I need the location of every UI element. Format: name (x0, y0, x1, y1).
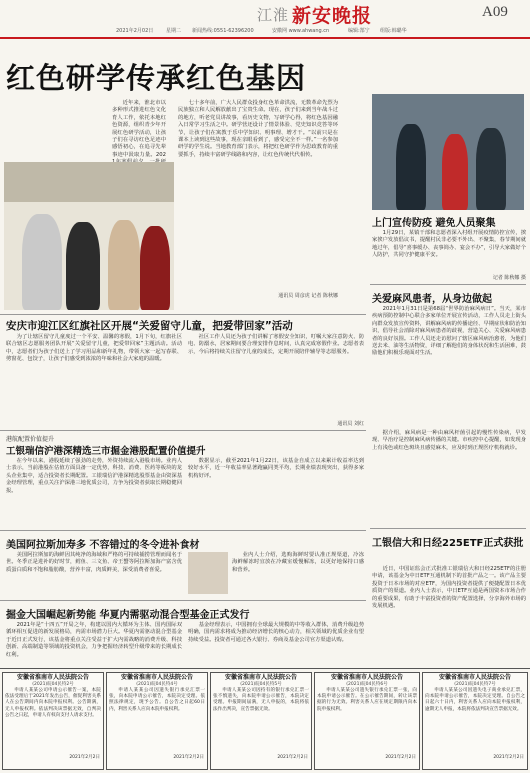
notice-date: 2021年2月2日 (173, 755, 204, 760)
lead-photo-1 (4, 162, 174, 310)
lead-intro: 近年来，淮北市以多种形式推进红色文化育人工作，依托本地红色资源，组织青少年开展红色研学活动，让孩子们在寻访红色足迹中感悟初心，在追寻先辈事迹中汲取力量。202 (112, 100, 166, 158)
kids-byline: 通讯员 刘红 (337, 421, 364, 427)
notice-title: 安徽省淮南市人民法院公告 (438, 674, 511, 681)
notice-date: 2021年2月2日 (385, 755, 416, 760)
fraud-body-2: 据介绍，麻风病是一种由麻风杆菌引起的慢性传染病，早发现、早治疗是控制麻风病传播的关键。市疾控中心提醒，如发现身上有浅色或红色斑块且感觉麻木，应及时到正规医疗机构就诊。 (372, 430, 526, 451)
website: 安徽网 www.ahwang.cn (272, 28, 330, 34)
page-number: A09 (482, 4, 508, 20)
issue-weekday: 星期二 (166, 28, 182, 34)
fund-body-2: 基金经理表示，中国拥有全球最大规模的中等收入群体，消费升级趋势明确，国内需求将成为推动经济增长的核心动力，相关领域的优质企业有望持续受益。投资者可通过各大银行、券商及基金公司官方渠道认购。 (188, 622, 364, 643)
issue-date: 2021年2月02日 (116, 28, 154, 34)
side-top-byline: 记者 陈秋娜 摄 (492, 275, 526, 281)
seafood-body-2: 业内人士介绍，选购海鲜时要认准正规渠道，冷冻海鲜解冻时宜放在冷藏室缓慢解冻，以更好地保持口感和营养。 (232, 552, 364, 573)
court-notice-1 (2, 672, 104, 770)
kids-body-2: 社区工作人员还为孩子们讲解了寒假安全知识，叮嘱大家注意防火、防电、防溺水，居家期间要合理安排作息时间，认真完成寒假作业。志愿者表示，今后将持续关注留守儿童的成长，定期开展陪伴辅导等志愿服务。 (188, 334, 364, 355)
kids-body: 为了让辖区留守儿童度过一个平安、温馨的寒假，1月下旬，红旗社区联合辖区志愿服务团队开展“关爱留守儿童，把爱带回家”主题活动。活动中，志愿者们为孩子们送上了学习用品和新年礼物，带领大家一起写春联、剪窗花、包饺子，让孩子们感受到浓浓的年味和社会大家庭的温暖。 (6, 334, 182, 363)
court-notice-3 (210, 672, 312, 770)
news-hotline: 新闻热线:0551-62396200 (192, 28, 254, 34)
notice-date: 2021年2月2日 (493, 755, 524, 760)
seafood-title: 美国阿拉斯加寿多 不容错过的冬令进补食材 (6, 540, 200, 551)
etf-body: 近日，中国证监会正式批准工银瑞信大和日经225ETF的注册申请，该基金为中日ETF互通机制下的首批产品之一。该产品主要投资于日本市场的对应ETF，为国内投资者提供了便捷配置日本优质资产的渠道。业内人士表示，中日ETF互通是两国资本市场合作的重要成果，有助于丰富投资者的资产配置选择，分享海外市场的发展机遇。 (372, 566, 526, 610)
notice-body: 申请人某某公司因遗失银行承兑汇票一张，向本院申请公示催告，本院决定受理。依照法律规定，现予公告。自公告之日起60日内，利害关系人应向本院申报权利。 (109, 688, 205, 712)
fraud-title: 关爱麻风患者，从身边做起 (372, 294, 492, 305)
side-photo (372, 94, 524, 210)
port-body: 在今年以来，港股延续了强劲的走势，外资持续流入港股市场。业内人士表示，当前港股在估值方面具备一定优势，科技、消费、医药等板块的龙头企业集中，适合投资者长期配置。工银瑞信沪港深精选股票基金由资深基金经理管理，重点关注沪深港三地优质公司，力争为投资者获取长期稳健回报。 (6, 458, 182, 494)
port-body-2: 数据显示，截至2021年1月22日，该基金自成立以来累计收益率达到较好水平，近一年收益率显著跑赢同类平均，长期业绩表现突出，获得多家机构好评。 (188, 458, 364, 479)
notice-case-no: (2021)皖04民特6号 (346, 682, 388, 687)
notice-body: 申请人某某公司申请公示催告一案，本院依法受理后于2021年发出公告，催促利害关系人在公告期间内向本院申报权利。公告期满，无人申报权利。依法判决该票据无效，自判决公告之日起，申请人有权向支付人请求支付。 (5, 688, 101, 718)
notice-case-no: (2021)皖04民特5号 (240, 682, 282, 687)
notice-date: 2021年2月2日 (69, 755, 100, 760)
divider (0, 430, 366, 431)
divider (0, 600, 366, 601)
notice-title: 安徽省淮南市人民法院公告 (224, 674, 297, 681)
notice-case-no: (2021)皖04民特7号 (454, 682, 496, 687)
notice-title: 安徽省淮南市人民法院公告 (16, 674, 89, 681)
notices-rule (0, 668, 530, 669)
port-title: 工银瑞信沪港深精选三市掘金港股配置价值提升 (6, 446, 206, 457)
side-top-body: 1月29日，某镇干部和志愿者深入村组开展疫情防控宣传，挨家挨户发放倡议书，提醒村民非必要不外出、不聚集，春节期间就地过年，倡导“喜事缓办、丧事简办、宴会不办”，引导大家做好个人防护，共同守护健康平安。 (372, 230, 526, 259)
notice-case-no: (2021)皖04民特4号 (136, 682, 178, 687)
divider (370, 528, 526, 529)
masthead-brand-logo: 新安晚报 (292, 5, 373, 27)
divider (0, 530, 366, 531)
notice-title: 安徽省淮南市人民法院公告 (330, 674, 403, 681)
etf-title-line: 工银信大和日经225ETF正式获批 (372, 538, 524, 549)
editor-credit: 编辑:郜宁 (348, 28, 370, 34)
court-notice-2 (106, 672, 208, 770)
port-kicker: 港航配置价值提升 (6, 436, 55, 443)
fund-title: 掘金大国崛起新势能 华夏内需驱动混合型基金正式发行 (6, 610, 250, 621)
masthead-region: 江淮 (257, 6, 290, 24)
notice-body: 申请人某某公司因遗失电子商业承兑汇票，向本院申请公示催告，本院决定受理。自公告之日起六十日内，利害关系人应向本院申报权利，逾期无人申报，本院将依法判决宣告票据无效。 (425, 688, 525, 712)
masthead-rule (0, 37, 530, 39)
seafood-photo (188, 552, 228, 594)
side-top-title: 上门宣传防疫 避免人员聚集 (372, 218, 496, 229)
divider (370, 284, 526, 285)
notice-date: 2021年2月2日 (277, 755, 308, 760)
court-notice-4 (314, 672, 420, 770)
notice-case-no: (2021)皖04民特2号 (32, 682, 74, 687)
lead-byline: 通讯员 周彦虎 记者 陈秋娜 (278, 293, 338, 299)
divider (0, 314, 366, 315)
kids-title: 安庆市迎江区红旗社区开展“关爱留守儿童，把爱带回家”活动 (6, 320, 293, 332)
notice-body: 申请人某某公司遗失银行承兑汇票一张，向本院申请公示催告。在公示催告期间，转让该票据的行为无效。利害关系人应在规定期限内向本院申报权利。 (317, 688, 417, 712)
fund-body: 2021年是“十四五”开局之年，构建以国内大循环为主体、国内国际双循环相互促进的新发展格局，内需市场潜力巨大。华夏内需驱动混合型基金于近日正式发行，该基金将重点关注受益于扩大内需战略的消费升级、科技创新、高端制造等领域的投资机会，力争把握经济转型升级带来的长期成长红利。 (6, 622, 182, 658)
lead-headline: 红色研学传承红色基因 (6, 61, 307, 95)
fraud-body: 2021年1月31日是第68届“世界防治麻风病日”。当天，某市疾病预防控制中心联合多家单位开展宣传活动，工作人员走上街头向群众发放宣传资料，讲解麻风病的传播途径、早期症状和防治知识，倡导社会消除对麻风病患者的歧视，营造关心、关爱麻风病患者的良好氛围。工作人员还走访慰问了辖区麻风病治愈者，为他们送去米、油等生活物资，详细了解他们的身体状况和生活困难，鼓励他们积极乐观面对生活。 (372, 306, 526, 357)
court-notice-5 (422, 672, 528, 770)
notice-title: 安徽省淮南市人民法院公告 (120, 674, 193, 681)
layout-credit: 组版:韩璐华 (380, 28, 407, 34)
seafood-body: 美国阿拉斯加的海鲜因其纯净的海域和严格的可持续捕捞管理而闻名于世。冬季正是进补的好时节，鳕鱼、三文鱼、帝王蟹等阿拉斯加海产富含优质蛋白质和不饱和脂肪酸，营养丰富，肉质鲜美，深受消费者喜爱。 (6, 552, 182, 573)
lead-body: 七十多年前，广大人民群众投身红色革命洪流，无数革命先烈为民族独立和人民解放献出了宝贵生命。现在，孩子们来到当年战斗过的地方，听老党员讲故事，看历史文物，写研学心得，将红色基因融入日常学习生活之中。研学营还设计了情景体验、党史知识竞答等环节，让孩子们在寓教于乐中学知识、明事理、增才干。“以前只是在课本上读到这些故事，现在亲眼看到了，感受完全不一样。”一名参加研学的学生说。当地教育部门表示，将把红色研学作为思政教育的重要抓手，持续丰富研学线路和内容，让红色传统代代相传。 (178, 100, 338, 158)
notice-body: 申请人某某公司因持有的银行承兑汇票一张不慎遗失，向本院申请公示催告，本院决定受理。申报期间届满，无人申报的，本院将依法作出判决，宣告票据无效。 (213, 688, 309, 712)
